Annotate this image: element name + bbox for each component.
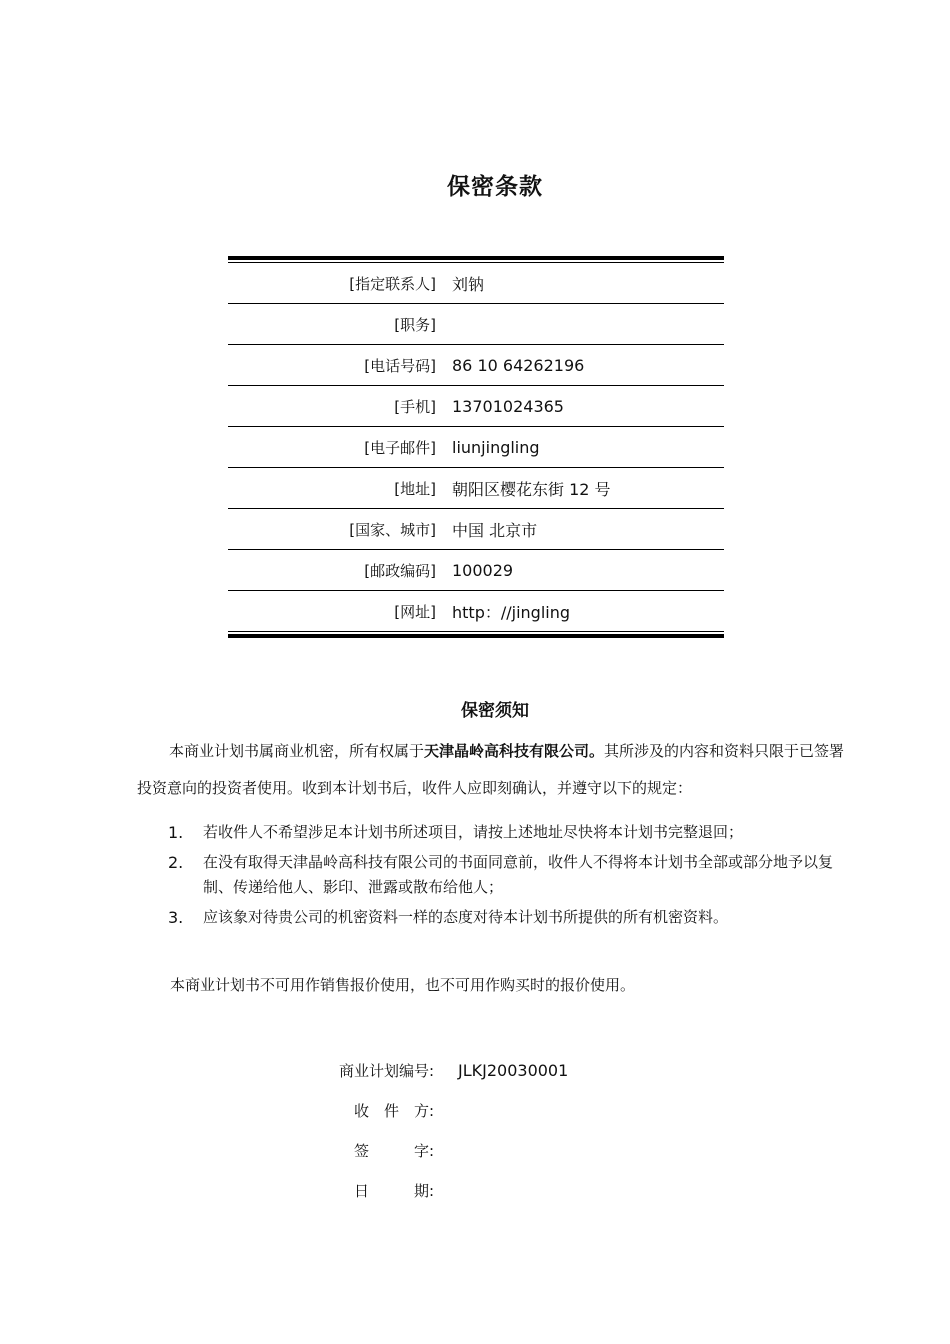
table-bottom-rule-thin: [228, 631, 724, 632]
list-item-number: 1.: [168, 823, 184, 842]
contact-row-address: [228, 468, 724, 509]
contact-label: [手机]: [394, 397, 436, 416]
list-item-text: 若收件人不希望涉足本计划书所述项目，请按上述地址尽快将本计划书完整退回；: [203, 823, 744, 841]
list-item-text: 在没有取得天津晶岭高科技有限公司的书面同意前，收件人不得将本计划书全部或部分地予以复制、传递给他人、影印、泄露或散布给他人；: [203, 853, 834, 896]
contact-value: 朝阳区樱花东街 12 号: [452, 479, 611, 499]
table-bottom-rule: [228, 634, 724, 638]
list-item: [168, 905, 858, 930]
contact-value: 86 10 64262196: [452, 355, 585, 375]
company-name: 天津晶岭高科技有限公司。: [424, 742, 605, 760]
closing-statement: 本商业计划书不可用作销售报价使用，也不可用作购买时的报价使用。: [170, 976, 636, 994]
contact-row-position: [228, 304, 724, 345]
contact-label: [邮政编码]: [364, 561, 436, 580]
contact-label: [地址]: [394, 479, 436, 498]
page-title: 保密条款: [447, 174, 543, 200]
plan-number-row: [300, 1058, 568, 1082]
contact-value: 13701024365: [452, 396, 564, 416]
plan-number-value: JLKJ20030001: [458, 1060, 569, 1080]
contact-row-phone: [228, 345, 724, 386]
list-item: [168, 850, 858, 900]
intro-text-after: 其所涉及的内容和资料只限于已签署投资意向的投资者使用。收到本计划书后，收件人应即刻确认，并遵守以下的规定：: [137, 742, 845, 797]
contact-label: [职务]: [394, 315, 436, 334]
contact-table: [228, 256, 724, 638]
contact-label: [国家、城市]: [349, 520, 436, 539]
signature-label: 签 字:: [353, 1141, 434, 1160]
intro-text-before: 本商业计划书属商业机密，所有权属于: [169, 742, 425, 760]
table-top-rule: [228, 256, 724, 260]
recipient-row: [300, 1098, 434, 1122]
contact-row-postcode: [228, 550, 724, 591]
contact-row-person: [228, 263, 724, 304]
list-item-text: 应该象对待贵公司的机密资料一样的态度对待本计划书所提供的所有机密资料。: [203, 908, 729, 926]
contact-value: 中国 北京市: [452, 520, 538, 540]
contact-row-country-city: [228, 509, 724, 550]
date-label: 日 期:: [353, 1181, 434, 1200]
contact-value: 刘钠: [452, 274, 485, 294]
signature-row: [300, 1138, 434, 1162]
contact-value: liunjingling: [452, 437, 540, 457]
notice-title: 保密须知: [461, 701, 529, 721]
rules-list: [168, 820, 858, 935]
contact-value: http：//jingling: [452, 602, 571, 622]
list-item: [168, 820, 858, 845]
contact-value: 100029: [452, 560, 514, 580]
contact-label: [网址]: [394, 602, 436, 621]
list-item-number: 3.: [168, 908, 184, 927]
contact-row-mobile: [228, 386, 724, 427]
contact-row-website: [228, 591, 724, 631]
contact-label: [电话号码]: [364, 356, 436, 375]
contact-label: [电子邮件]: [364, 438, 436, 457]
contact-label: [指定联系人]: [349, 274, 436, 293]
recipient-label: 收 件 方:: [353, 1101, 434, 1120]
date-row: [300, 1178, 434, 1202]
notice-intro: [137, 733, 857, 807]
contact-row-email: [228, 427, 724, 468]
list-item-number: 2.: [168, 853, 184, 872]
plan-number-label: 商业计划编号:: [338, 1061, 434, 1080]
